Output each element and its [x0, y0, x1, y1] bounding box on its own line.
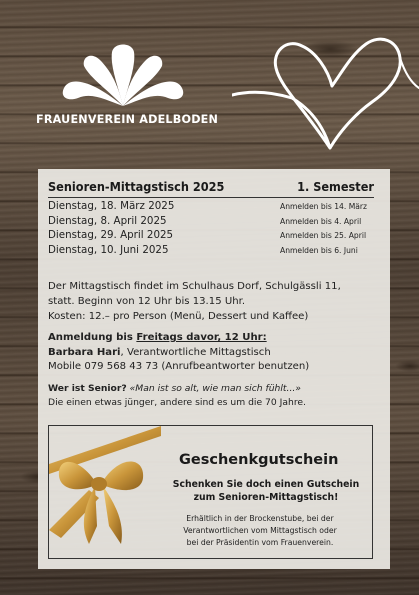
registration-deadline: Anmelden bis 14. März: [280, 202, 368, 211]
date-list: [48, 200, 378, 259]
gift-text-line: Verantwortlichen vom Mittagstisch oder: [183, 525, 337, 535]
registration-info: [48, 331, 383, 375]
semester-label: 1. Semester: [297, 179, 374, 194]
gift-bow-icon: [49, 426, 161, 546]
registration-heading: [48, 331, 383, 346]
brand-name: FRAUENVEREIN ADELBODEN: [36, 113, 219, 126]
gift-subtitle-line: Schenken Sie doch einen Gutschein: [172, 479, 360, 490]
gift-title: Geschenkgutschein: [179, 452, 339, 468]
registration-label: Anmeldung bis: [48, 332, 137, 343]
date-row: [48, 244, 378, 259]
fan-logo-icon: [48, 40, 198, 110]
senior-explanation: Die einen etwas jünger, andere sind es um die 70 Jahre.: [48, 396, 306, 408]
registration-deadline: Anmelden bis 4. April: [280, 216, 362, 226]
senior-quote: «Man ist so alt, wie man sich fühlt...»: [126, 383, 301, 394]
panel-title: Senioren-Mittagstisch 2025: [48, 179, 225, 194]
info-line: Der Mittagstisch findet im Schulhaus Dorf, Schulgässli 11,: [48, 281, 341, 292]
gift-text-line: bei der Präsidentin vom Frauenverein.: [186, 537, 334, 547]
senior-question-line: [48, 382, 383, 396]
gift-subtitle: [161, 478, 371, 504]
registration-deadline: Anmelden bis 6. Juni: [280, 246, 358, 256]
header-divider: [48, 197, 374, 198]
wood-knot: [395, 360, 419, 372]
contact-line: [48, 346, 383, 361]
info-panel: [38, 169, 390, 569]
gift-voucher-box: [48, 425, 373, 559]
gift-text-line: Erhältlich in der Brockenstube, bei der: [186, 514, 334, 523]
panel-header: [48, 179, 374, 194]
senior-note: [48, 382, 383, 409]
event-date: Dienstag, 10. Juni 2025: [48, 244, 169, 257]
event-date: Dienstag, 18. März 2025: [48, 200, 175, 212]
gift-subtitle-line: zum Senioren-Mittagstisch!: [193, 492, 339, 503]
event-date: Dienstag, 29. April 2025: [48, 229, 174, 242]
date-row: [48, 229, 378, 244]
event-date: Dienstag, 8. April 2025: [48, 214, 167, 227]
registration-deadline-rule: Freitags davor, 12 Uhr:: [136, 332, 267, 343]
heart-outline-icon: [232, 10, 419, 160]
contact-phone: Mobile 079 568 43 73 (Anrufbeantworter benutzen): [48, 361, 310, 372]
registration-deadline: Anmelden bis 25. April: [280, 231, 367, 241]
contact-role: , Verantwortliche Mittagstisch: [120, 346, 271, 358]
date-row: [48, 215, 378, 230]
contact-name: Barbara Hari: [48, 346, 121, 358]
info-line: statt. Beginn von 12 Uhr bis 13.15 Uhr.: [48, 296, 246, 307]
senior-question: Wer ist Senior?: [48, 383, 127, 394]
location-info: [48, 279, 383, 324]
gift-availability: [149, 513, 371, 548]
cost-line: Kosten: 12.– pro Person (Menü, Dessert und Kaffee): [48, 311, 309, 322]
date-row: [48, 200, 378, 215]
